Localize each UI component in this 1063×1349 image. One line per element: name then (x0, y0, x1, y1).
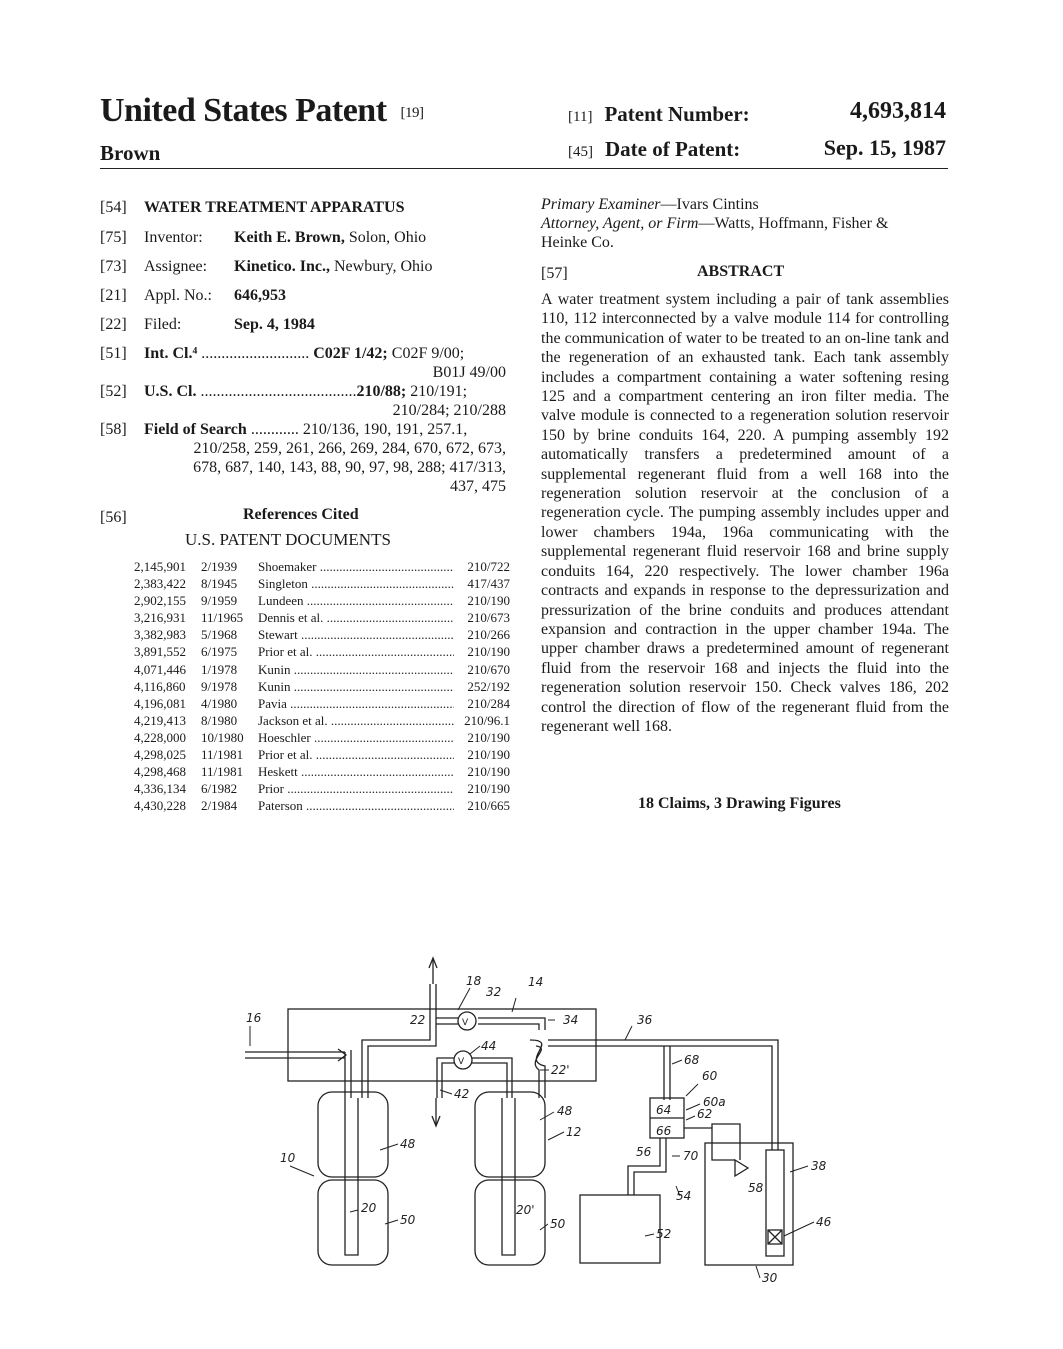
reference-class: 210/190 (467, 747, 510, 763)
references-code: [56] (100, 509, 127, 526)
reference-number: 3,216,931 (134, 610, 186, 626)
reference-number: 4,298,025 (134, 747, 186, 763)
reference-name: Lundeen ..... (258, 592, 454, 609)
ref-54-label: 54 (676, 1189, 692, 1203)
int-cl-rest: C02F 9/00; (387, 345, 465, 362)
field-code: [22] (100, 316, 127, 333)
ref-50a-label: 50 (400, 1213, 416, 1227)
patent-number: 4,693,814 (850, 98, 946, 124)
reference-name: Paterson ..... (258, 797, 454, 814)
ref-58-label: 58 (748, 1181, 764, 1195)
reference-date: 2/1939 (201, 559, 238, 574)
int-cl-value: C02F 1/42; (313, 345, 388, 362)
valve-32-v: V (462, 1018, 469, 1028)
ref-48b-label: 48 (557, 1104, 573, 1118)
reference-class: 210/722 (467, 559, 510, 574)
reference-date: 11/1965 (201, 610, 244, 626)
reference-date: 11/1981 (201, 747, 244, 763)
ref-52-label: 52 (656, 1227, 672, 1241)
primary-examiner-name: —Ivars Cintins (660, 196, 759, 213)
tank-48-left (318, 1092, 388, 1177)
reference-name: Hoeschler ..... (258, 729, 454, 746)
ref-20-label: 20 (361, 1201, 377, 1215)
ref-66-label: 66 (656, 1124, 672, 1138)
us-cl-value: 210/88; (356, 383, 407, 400)
ref-32-label: 32 (486, 985, 502, 999)
reference-number: 2,383,422 (134, 576, 186, 592)
us-cl-rest: 210/191; (406, 383, 468, 400)
ref-60a-label: 60a (703, 1095, 726, 1109)
ref-30-label: 30 (762, 1271, 778, 1285)
invention-title: WATER TREATMENT APPARATUS (144, 199, 405, 216)
ref-62-label: 62 (697, 1107, 713, 1121)
field-label: Appl. No.: (144, 287, 212, 304)
reference-date: 8/1980 (201, 712, 238, 728)
filed-date: Sep. 4, 1984 (234, 316, 315, 333)
reference-number: 4,116,860 (134, 678, 186, 694)
reference-class: 210/96.1 (464, 712, 510, 728)
check-valve-58 (735, 1160, 748, 1176)
reference-class: 210/190 (467, 764, 510, 780)
fos-line1: ............ 210/136, 190, 191, 257.1, (246, 421, 468, 438)
abstract-heading: ABSTRACT (697, 263, 785, 280)
reference-number: 4,298,468 (134, 764, 186, 780)
fos-line4: 437, 475 (450, 478, 506, 495)
abstract-text: A water treatment system including a pair of tank assemblies 110, 112 interconnected by a valve module 114 for controlling the communication of water to be treated to an on-line tank and the regeneration of an exhausted tank. Each tank assembly includes a compartment containing a water softening resing 125 and a compartment centering an iron filter media. The valve module is connected to a regeneration solution reservoir 150 by brine conduits 164, 220. A pumping assembly 192 automatically transfers a predetermined amount of a supplemental regenerant fluid from a well 168 into the regeneration solution reservoir at the conclusion of a regeneration cycle. The pumping assembly includes upper and lower chambers 194a, 196a communicating with the supplemental regenerant fluid reservoir 168 and brine supply conduits 164, 220 respectively. The lower chamber 196a contracts and expands in response to the depressurization and pressurization of the brine conduits and produces attendant expansion and contraction in the upper chamber 194a. The upper chamber draws a predetermined amount of regenerant fluid from the reservoir 168 and injects the fluid into the regeneration solution reservoir 150. Check valves 186, 202 control the direction of flow of the regenerant fluid from the regenerant well 168. (541, 291, 949, 735)
reference-number: 4,219,413 (134, 712, 186, 728)
reference-name: Prior et al. ..... (258, 643, 454, 660)
tank-52 (580, 1195, 660, 1263)
references-subheading: U.S. PATENT DOCUMENTS (185, 530, 391, 549)
field-code: [73] (100, 258, 127, 275)
tank-48-right (475, 1092, 545, 1177)
reference-number: 2,145,901 (134, 559, 186, 574)
attorney-line2: Heinke Co. (541, 234, 614, 251)
reservoir-30 (705, 1143, 793, 1265)
valve-44-v: V (458, 1057, 465, 1067)
patent-date: Sep. 15, 1987 (823, 135, 946, 160)
reference-class: 210/284 (467, 695, 510, 711)
reference-name: Dennis et al. ..... (258, 609, 454, 626)
patent-number-label: Patent Number: (604, 102, 750, 126)
reference-name: Shoemaker ..... (258, 558, 454, 575)
reference-class: 210/190 (467, 644, 510, 660)
field-label: U.S. Cl. (144, 383, 197, 400)
reference-number: 4,228,000 (134, 729, 186, 745)
ref-10-label: 10 (280, 1151, 296, 1165)
field-label: Filed: (144, 316, 182, 333)
reference-class: 210/266 (467, 627, 510, 643)
leader-dots: ........................... (197, 345, 310, 362)
brine-well-38 (766, 1150, 784, 1256)
reference-date: 11/1981 (201, 764, 244, 780)
ref-42-label: 42 (454, 1087, 470, 1101)
reference-date: 6/1982 (201, 781, 238, 797)
reference-class: 252/192 (467, 678, 510, 694)
assignee-name: Kinetico. Inc., (234, 258, 330, 275)
claims-summary: 18 Claims, 3 Drawing Figures (638, 795, 841, 812)
field-label: Inventor: (144, 229, 203, 246)
reference-date: 9/1959 (201, 593, 238, 609)
title-code: [19] (400, 104, 424, 121)
ref-64-label: 64 (656, 1103, 672, 1117)
reference-name: Stewart ..... (258, 626, 454, 643)
reference-class: 210/665 (467, 798, 510, 814)
field-label: Int. Cl.⁴ (144, 345, 198, 362)
field-code: [75] (100, 229, 127, 246)
reference-number: 3,891,552 (134, 644, 186, 660)
date-label: Date of Patent: (605, 137, 741, 161)
ref-14-label: 14 (528, 975, 544, 989)
reference-class: 210/190 (467, 729, 510, 745)
fos-line3: 678, 687, 140, 143, 88, 90, 97, 98, 288; 417/313, (193, 459, 506, 476)
primary-examiner-label: Primary Examiner (541, 196, 661, 213)
ref-34-label: 34 (563, 1013, 579, 1027)
us-cl-line2: 210/284; 210/288 (392, 402, 506, 419)
int-cl-line2: B01J 49/00 (432, 364, 506, 381)
reference-name: Kunin ..... (258, 661, 454, 678)
field-code: [58] (100, 421, 127, 438)
tank-50-left (318, 1180, 388, 1265)
reference-class: 210/670 (467, 661, 510, 677)
reference-name: Prior ..... (258, 780, 454, 797)
ref-68-label: 68 (684, 1053, 700, 1067)
reference-class: 210/673 (467, 610, 510, 626)
inventor-place: Solon, Ohio (344, 229, 427, 246)
tank-50-right (475, 1180, 545, 1265)
leader-dots: ....................................... (196, 383, 357, 400)
attorney-name: —Watts, Hoffmann, Fisher & (698, 215, 889, 232)
assignee-place: Newbury, Ohio (330, 258, 433, 275)
field-code: [21] (100, 287, 127, 304)
reference-number: 4,196,081 (134, 695, 186, 711)
field-code: [52] (100, 383, 127, 400)
abstract-code: [57] (541, 265, 568, 282)
reference-date: 8/1945 (201, 576, 238, 592)
reference-number: 4,071,446 (134, 661, 186, 677)
reference-number: 4,336,134 (134, 781, 186, 797)
reference-name: Pavia ..... (258, 695, 454, 712)
reference-class: 210/190 (467, 781, 510, 797)
ref-44-label: 44 (481, 1039, 497, 1053)
reference-name: Prior et al. ..... (258, 746, 454, 763)
reference-number: 3,382,983 (134, 627, 186, 643)
ref-48a-label: 48 (400, 1137, 416, 1151)
reference-date: 1/1978 (201, 661, 238, 677)
inventor-name: Keith E. Brown, (234, 229, 345, 246)
reference-class: 210/190 (467, 593, 510, 609)
ref-16-label: 16 (246, 1011, 262, 1025)
field-code: [51] (100, 345, 127, 362)
ref-38-label: 38 (811, 1159, 827, 1173)
reference-date: 5/1968 (201, 627, 238, 643)
ref-36-label: 36 (637, 1013, 653, 1027)
ref-50b-label: 50 (550, 1217, 566, 1231)
ref-22p-label: 22' (551, 1063, 570, 1077)
ref-70-label: 70 (683, 1149, 699, 1163)
fos-line2: 210/258, 259, 261, 266, 269, 284, 670, 672, 673, (193, 440, 506, 457)
reference-date: 10/1980 (201, 729, 244, 745)
field-label: Field of Search (144, 421, 247, 438)
ref-12-label: 12 (566, 1125, 582, 1139)
field-label: Assignee: (144, 258, 208, 275)
reference-number: 2,902,155 (134, 593, 186, 609)
date-code: [45] (568, 144, 593, 160)
ref-22-label: 22 (410, 1013, 426, 1027)
reference-date: 9/1978 (201, 678, 238, 694)
patent-title-text: United States Patent (100, 92, 387, 129)
ref-46-label: 46 (816, 1215, 832, 1229)
reference-name: Jackson et al. ..... (258, 712, 454, 729)
patent-number-code: [11] (568, 109, 593, 125)
ref-60-label: 60 (702, 1069, 718, 1083)
appl-number: 646,953 (234, 287, 286, 304)
field-code: [54] (100, 199, 127, 216)
reference-date: 4/1980 (201, 695, 238, 711)
reference-number: 4,430,228 (134, 798, 186, 814)
reference-name: Heskett ..... (258, 763, 454, 780)
reference-class: 417/437 (467, 576, 510, 592)
ref-18-label: 18 (466, 974, 482, 988)
ref-20p-label: 20' (516, 1203, 535, 1217)
reference-date: 6/1975 (201, 644, 238, 660)
reference-name: Singleton ..... (258, 575, 454, 592)
inventor-surname: Brown (100, 141, 161, 165)
ref-56-label: 56 (636, 1145, 652, 1159)
attorney-label: Attorney, Agent, or Firm (541, 215, 699, 232)
reference-date: 2/1984 (201, 798, 238, 814)
reference-name: Kunin ..... (258, 678, 454, 695)
references-heading: References Cited (243, 506, 359, 523)
